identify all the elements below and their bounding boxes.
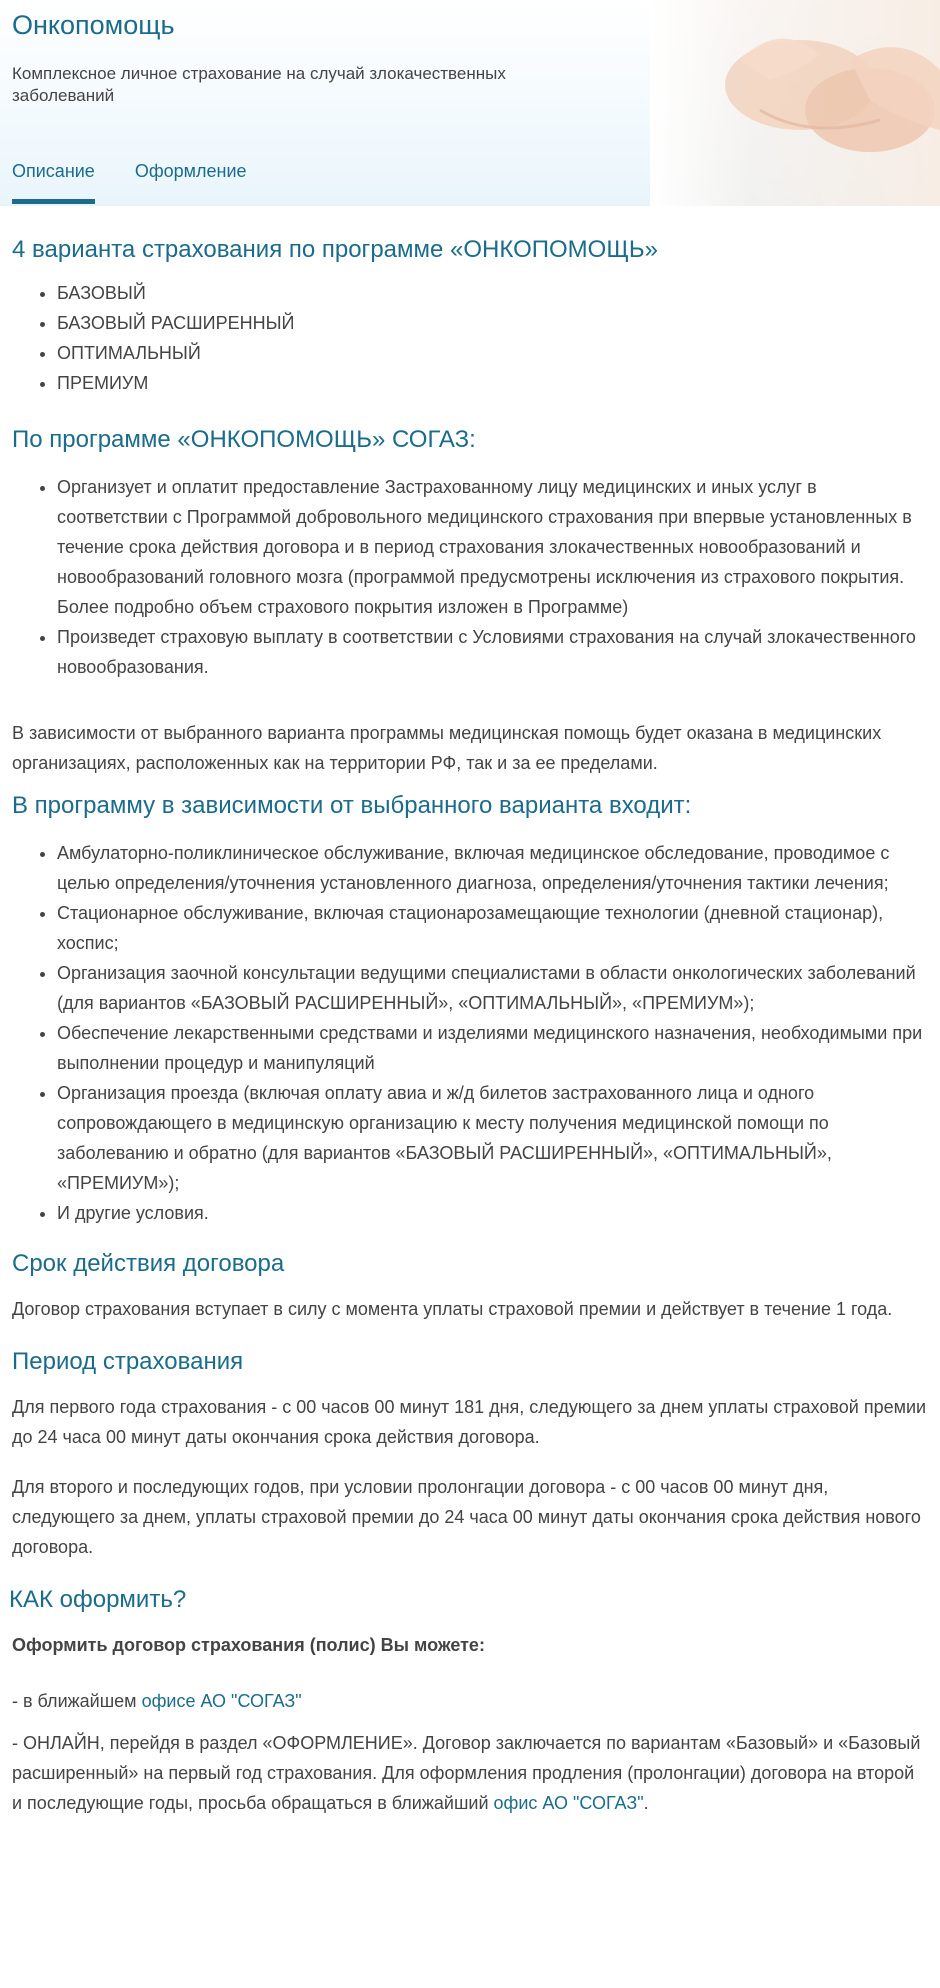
variants-heading: 4 варианта страхования по программе «ОНКОПОМОЩЬ» xyxy=(12,236,658,263)
list-item: • Обеспечение лекарственными средствами и изделиями медицинского назначения, необходимыми при выполнении процедур и манипуляций xyxy=(57,1018,928,1078)
term-heading: Срок действия договора xyxy=(12,1250,285,1277)
period-text-first: Для первого года страхования - с 00 часов 00 минут 181 дня, следующего за днем уплаты страховой премии до 24 часа 00 минут даты окончания срока действия договора. xyxy=(12,1397,927,1447)
includes-heading: В программу в зависимости от выбранного варианта входит: xyxy=(12,792,692,819)
list-item: • Организует и оплатит предоставление Застрахованному лицу медицинских и иных услуг в соответствии с Программой добровольного медицинского страхования при впервые установленных в течение срока действия договора и в период страхования злокачественных новообразований и новообразований головного мозга (программой предусмотрены исключения из страхового покрытия. Более подробно объем страхового покрытия изложен в Программе) xyxy=(57,472,928,622)
online-suffix: . xyxy=(643,1793,649,1813)
office-link[interactable]: офисе АО "СОГАЗ" xyxy=(141,1691,302,1711)
tab-description[interactable]: Описание xyxy=(12,158,95,204)
program-list xyxy=(12,472,928,682)
how-lead: Оформить договор страхования (полис) Вы можете: xyxy=(12,1635,485,1655)
how-online xyxy=(12,1728,928,1818)
term-text: Договор страхования вступает в силу с момента уплаты страховой премии и действует в течение 1 года. xyxy=(12,1299,893,1319)
list-item: • ОПТИМАЛЬНЫЙ xyxy=(57,338,928,368)
list-item: • БАЗОВЫЙ xyxy=(57,278,928,308)
page-title: Онкопомощь xyxy=(12,10,175,40)
list-item: • Организация заочной консультации ведущими специалистами в области онкологических заболеваний (для вариантов «БАЗОВЫЙ РАСШИРЕННЫЙ», «ОПТИМАЛЬНЫЙ», «ПРЕМИУМ»); xyxy=(57,958,928,1018)
page-subtitle: Комплексное личное страхование на случай злокачественных заболеваний xyxy=(12,64,506,105)
program-heading: По программе «ОНКОПОМОЩЬ» СОГАЗ: xyxy=(12,426,476,453)
hero-banner xyxy=(0,0,940,206)
office-prefix: - в ближайшем xyxy=(12,1691,142,1711)
list-item: • Амбулаторно-поликлиническое обслуживание, включая медицинское обследование, проводимое с целью определения/уточнения установленного диагноза, определения/уточнения тактики лечения; xyxy=(57,838,928,898)
list-item: • И другие условия. xyxy=(57,1198,928,1228)
office-link-online[interactable]: офис АО "СОГАЗ" xyxy=(493,1793,644,1813)
list-item: • Стационарное обслуживание, включая стационарозамещающие технологии (дневной стационар), хоспис; xyxy=(57,898,928,958)
program-note: В зависимости от выбранного варианта программы медицинская помощь будет оказана в медицинских организациях, расположенных как на территории РФ, так и за ее пределами. xyxy=(12,723,882,773)
online-text: - ОНЛАЙН, перейдя в раздел «ОФОРМЛЕНИЕ». Договор заключается по вариантам «Базовый» и «Базовый расширенный» на первый год страхования. Для оформления продления (пролонгации) договора на второй и последующие годы, просьба обращаться в ближайший xyxy=(12,1733,921,1813)
tab-bar xyxy=(12,158,287,204)
tab-application[interactable]: Оформление xyxy=(134,161,247,181)
list-item: • Организация проезда (включая оплату авиа и ж/д билетов застрахованного лица и одного сопровождающего в медицинскую организацию к месту получения медицинской помощи по заболеванию и обратно (для вариантов «БАЗОВЫЙ РАСШИРЕННЫЙ», «ОПТИМАЛЬНЫЙ», «ПРЕМИУМ»); xyxy=(57,1078,928,1198)
list-item: • Произведет страховую выплату в соответствии с Условиями страхования на случай злокачественного новообразования. xyxy=(57,622,928,682)
hands-image xyxy=(650,0,940,206)
list-item: • ПРЕМИУМ xyxy=(57,368,928,398)
how-heading: КАК оформить? xyxy=(9,1586,187,1613)
includes-list xyxy=(12,838,928,1228)
period-heading: Период страхования xyxy=(12,1348,244,1375)
period-text-second: Для второго и последующих годов, при условии пролонгации договора - с 00 часов 00 минут дня, следующего за днем, уплаты страховой премии до 24 часа 00 минут даты окончания срока действия нового договора. xyxy=(12,1477,921,1557)
variants-list xyxy=(12,278,928,398)
how-office xyxy=(12,1686,928,1716)
list-item: • БАЗОВЫЙ РАСШИРЕННЫЙ xyxy=(57,308,928,338)
main-content xyxy=(0,236,940,1818)
